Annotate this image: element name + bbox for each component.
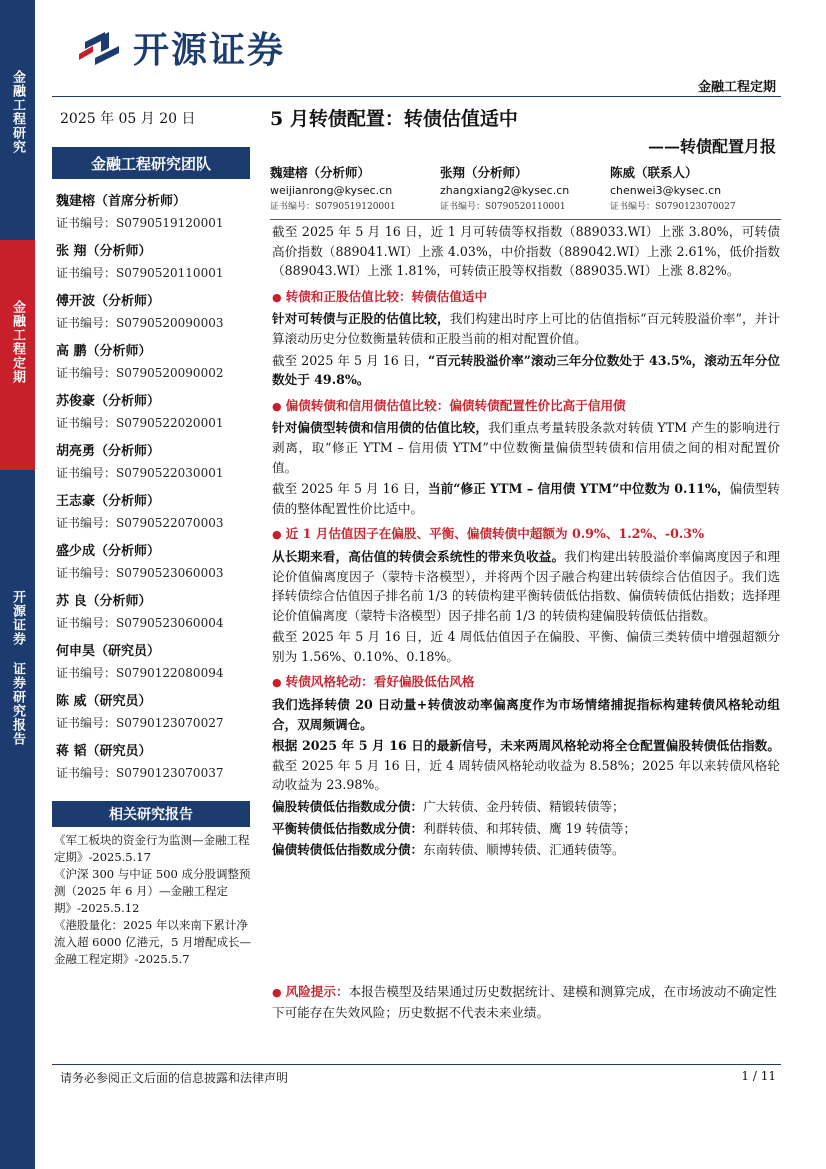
author-email[interactable]: weijianrong@kysec.cn — [270, 184, 393, 197]
report-date: 2025 年 05 月 20 日 — [60, 111, 196, 127]
related-reports-list — [54, 832, 254, 968]
related-report-link[interactable]: 《军工板块的资金行为监测—金融工程定期》-2025.5.17 — [54, 833, 250, 864]
analyst-name: 魏建榕（首席分析师） — [56, 194, 187, 209]
section-4-p2-text: 截至 2025 年 5 月 16 日，近 4 周转债风格轮动收益为 8.58%；2025 年以来转债风格轮动收益为 23.98%。 — [272, 757, 780, 793]
section-2-p2-bold: 当前“修正 YTM – 信用债 YTM”中位数为 0.11%， — [427, 481, 730, 497]
section-2-paragraph-2 — [272, 479, 780, 518]
company-logo — [75, 22, 285, 73]
strip-publisher — [0, 590, 35, 770]
section-2-p1-text: 我们重点考量转股条款对转债 YTM 产生的影响进行剥离，取“修正 YTM – 信用债 YTM”中位数衡量偏债型转债和信用债之间的相对配置价值。 — [272, 420, 781, 475]
author-name: 陈威（联系人） — [610, 165, 698, 180]
logo-text: 开源证券 — [133, 30, 286, 71]
report-title: 5 月转债配置：转债估值适中 — [270, 108, 518, 130]
section-4-paragraph-2 — [272, 736, 780, 795]
section-4-paragraph-1 — [272, 695, 780, 734]
section-1-p1-bold: 针对可转债与正股的估值比较， — [272, 311, 450, 327]
analyst-name: 高 鹏（分析师） — [56, 344, 152, 359]
strip-category — [0, 70, 35, 210]
author-entry — [270, 164, 440, 214]
analyst-cert: 证书编号：S0790519120001 — [56, 216, 224, 230]
risk-text: 本报告模型及结果通过历史数据统计、建模和测算完成，在市场波动不确定性下可能存在失效风险；历史数据不代表未来业绩。 — [272, 984, 777, 1020]
risk-warning — [272, 982, 780, 1023]
author-entry — [610, 164, 780, 214]
section-1-paragraph-1 — [272, 309, 780, 348]
author-block — [270, 164, 780, 214]
section-4-l2-bold: 平衡转债低估指数成分债： — [272, 820, 424, 836]
analyst-cert: 证书编号：S0790122080094 — [56, 666, 224, 680]
analyst-cert: 证书编号：S0790520110001 — [56, 266, 224, 280]
strip-report-type-text: 金融工程定期 — [10, 300, 25, 384]
analyst-name: 傅开波（分析师） — [56, 294, 161, 309]
logo-mark-icon — [75, 24, 123, 72]
bullet-icon: ● — [272, 676, 282, 690]
analyst-entry — [56, 642, 252, 692]
analyst-name: 苏 良（分析师） — [56, 594, 152, 609]
analyst-cert: 证书编号：S0790520090002 — [56, 366, 224, 380]
section-1-p2-bold: “百元转股溢价率”滚动三年分位数处于 43.5%，滚动五年分位数处于 49.8%。 — [272, 352, 781, 388]
analyst-entry — [56, 442, 252, 492]
analyst-list — [56, 192, 252, 792]
bullet-icon: ● — [272, 986, 282, 999]
section-1-p1-text: 我们构建出时序上可比的估值指标“百元转股溢价率”，并计算滚动历史分位数衡量转债和正股当前的相对配置价值。 — [272, 311, 780, 346]
section-4-list-2 — [272, 819, 780, 839]
analyst-cert: 证书编号：S0790522070003 — [56, 516, 224, 530]
author-divider — [270, 219, 781, 220]
bullet-icon: ● — [272, 290, 282, 304]
report-body — [272, 222, 780, 862]
section-2-heading — [272, 396, 780, 417]
author-name: 张翔（分析师） — [440, 165, 528, 180]
analyst-entry — [56, 392, 252, 442]
strip-publisher-text: 开源证券 证券研究报告 — [10, 590, 25, 746]
section-3-paragraph-1 — [272, 547, 780, 625]
analyst-entry — [56, 692, 252, 742]
section-3-heading — [272, 524, 780, 545]
section-3-p1-bold: 从长期来看，高估值的转债会系统性的带来负收益。 — [272, 548, 565, 564]
analyst-name: 蒋 韬（研究员） — [56, 744, 152, 759]
section-3-paragraph-2 — [272, 627, 780, 666]
section-2-paragraph-1 — [272, 418, 780, 477]
section-4-l1-text: 广大转债、金丹转债、精锻转债等； — [423, 799, 625, 815]
section-3-heading-text: 近 1 月估值因子在偏股、平衡、偏债转债中超额为 0.9%、1.2%、-0.3% — [285, 526, 705, 542]
analyst-cert: 证书编号：S0790522020001 — [56, 416, 224, 430]
analyst-name: 王志豪（分析师） — [56, 494, 161, 509]
section-1-heading-text: 转债和正股估值比较：转债估值适中 — [285, 288, 488, 304]
analyst-entry — [56, 592, 252, 642]
analyst-cert: 证书编号：S0790522030001 — [56, 466, 224, 480]
related-report-link[interactable]: 《沪深 300 与中证 500 成分股调整预测（2025 年 6 月）—金融工程定期》-2025.5.12 — [54, 867, 251, 915]
section-1-heading — [272, 287, 780, 308]
author-email[interactable]: zhangxiang2@kysec.cn — [440, 184, 570, 197]
team-title: 金融工程研究团队 — [90, 154, 211, 173]
analyst-name: 苏俊豪（分析师） — [56, 394, 161, 409]
analyst-cert: 证书编号：S0790123070037 — [56, 766, 224, 780]
author-entry — [440, 164, 610, 214]
analyst-name: 何申昊（研究员） — [56, 644, 161, 659]
author-email[interactable]: chenwei3@kysec.cn — [610, 184, 722, 197]
analyst-entry — [56, 342, 252, 392]
analyst-entry — [56, 542, 252, 592]
section-2-p2-text: 截至 2025 年 5 月 16 日， — [272, 481, 428, 497]
section-1-p2-text: 截至 2025 年 5 月 16 日， — [272, 352, 429, 368]
analyst-cert: 证书编号：S0790523060003 — [56, 566, 224, 580]
author-cert: 证书编号：S0790520110001 — [440, 202, 566, 212]
report-subtitle: ——转债配置月报 — [647, 137, 776, 156]
section-4-heading — [272, 672, 780, 693]
risk-label: 风险提示： — [285, 984, 349, 999]
intro-paragraph — [272, 222, 780, 281]
section-3-p1-text: 我们构建出转股溢价率偏离度因子和理论价值偏离度因子（蒙特卡洛模型），并将两个因子融合构建出转债综合估值因子。我们选择转债综合估值因子排名前 1/3 的转债构建平衡转债低估指数、偏债转债低估指数；选择理论价值偏离度（蒙特卡洛模型）因子排名前 1/3 的转债构建偏股转债低估指数。 — [272, 548, 781, 623]
section-4-list-1 — [272, 797, 780, 817]
section-4-p1-bold: 我们选择转债 20 日动量+转债波动率偏离度作为市场情绪捕捉指标构建转债风格轮动组合，双周频调仓。 — [272, 697, 780, 732]
strip-report-type — [0, 240, 35, 470]
footer-divider — [52, 1064, 781, 1065]
section-4-p2-bold: 根据 2025 年 5 月 16 日的最新信号，未来两周风格轮动将全仓配置偏股转债低估指数。 — [272, 738, 780, 754]
analyst-entry — [56, 742, 252, 792]
analyst-entry — [56, 242, 252, 292]
section-1-paragraph-2 — [272, 351, 780, 390]
related-reports-title: 相关研究报告 — [109, 807, 193, 823]
team-title-box — [52, 147, 250, 179]
section-4-list-3 — [272, 840, 780, 860]
header-report-type: 金融工程定期 — [697, 80, 776, 95]
analyst-name: 盛少成（分析师） — [56, 544, 161, 559]
section-4-l1-bold: 偏股转债低估指数成分债： — [272, 799, 424, 815]
section-4-heading-text: 转债风格轮动：看好偏股低估风格 — [285, 674, 475, 690]
intro-text: 截至 2025 年 5 月 16 日，近 1 月可转债等权指数（889033.WI）上涨 3.80%，可转债高价指数（889041.WI）上涨 4.03%，中价指数（889042.WI）上涨 2.61%，低价指数（889043.WI）上涨 1.81%，可转债正股等权指数（889035.WI）上涨 8.82%。 — [272, 224, 780, 279]
analyst-cert: 证书编号：S0790523060004 — [56, 616, 224, 630]
related-report-link[interactable]: 《港股量化：2025 年以来南下累计净流入超 6000 亿港元，5 月增配成长—金融工程定期》-2025.5.7 — [54, 918, 252, 966]
bullet-icon: ● — [272, 399, 282, 413]
footer-disclaimer: 请务必参阅正文后面的信息披露和法律声明 — [60, 1071, 289, 1085]
analyst-entry — [56, 292, 252, 342]
section-4-l3-bold: 偏债转债低估指数成分债： — [272, 842, 424, 858]
related-reports-title-box — [52, 801, 250, 827]
left-side-strip — [0, 0, 35, 1169]
section-4-l2-text: 利群转债、和邦转债、鹰 19 转债等； — [423, 820, 637, 836]
analyst-name: 张 翔（分析师） — [56, 244, 152, 259]
author-cert: 证书编号：S0790519120001 — [270, 202, 396, 212]
analyst-name: 胡亮勇（分析师） — [56, 444, 161, 459]
bullet-icon: ● — [272, 528, 282, 542]
section-3-p2-text: 截至 2025 年 5 月 16 日，近 4 周低估值因子在偏股、平衡、偏债三类转债中增强超额分别为 1.56%、0.10%、0.18%。 — [272, 629, 780, 664]
section-2-p1-bold: 针对偏债型转债和信用债的估值比较， — [272, 420, 489, 436]
analyst-cert: 证书编号：S0790123070027 — [56, 716, 224, 730]
analyst-cert: 证书编号：S0790520090003 — [56, 316, 224, 330]
section-2-heading-text: 偏债转债和信用债估值比较：偏债转债配置性价比高于信用债 — [285, 397, 626, 413]
analyst-entry — [56, 492, 252, 542]
analyst-entry — [56, 192, 252, 242]
author-name: 魏建榕（分析师） — [270, 165, 371, 180]
analyst-name: 陈 威（研究员） — [56, 694, 152, 709]
author-cert: 证书编号：S0790123070027 — [610, 202, 736, 212]
page-number: 1 / 11 — [741, 1069, 776, 1083]
section-2-p2-rest: 偏债型转债的整体配置性价比适中。 — [272, 481, 781, 516]
strip-category-text: 金融工程研究 — [10, 70, 25, 154]
section-4-l3-text: 东南转债、顺博转债、汇通转债等。 — [423, 842, 625, 858]
header-divider — [52, 96, 781, 97]
